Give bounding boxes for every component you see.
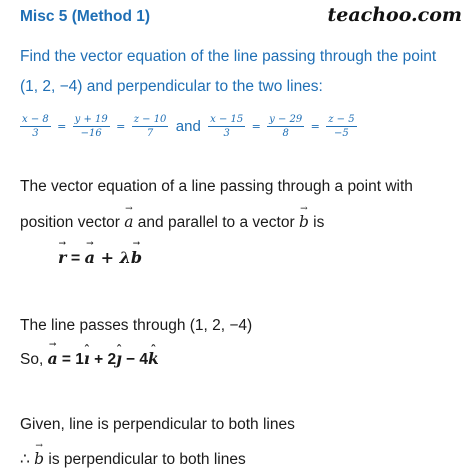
question-line-1: Find the vector equation of the line passing through the point bbox=[20, 48, 437, 65]
fraction: $\frac{x - 15}{3}$ bbox=[210, 114, 244, 139]
text-line: The vector equation of a line passing through a point with bbox=[20, 178, 413, 195]
fraction: $\frac{z - 10}{7}$ bbox=[133, 114, 167, 139]
fraction: $\frac{y + 19}{-16}$ bbox=[74, 114, 108, 139]
fraction: $\frac{y - 29}{8}$ bbox=[269, 114, 303, 139]
fraction: $\frac{x - 8}{3}$ bbox=[22, 114, 49, 139]
text-line: ∴ → b is perpendicular to both lines bbox=[20, 450, 246, 469]
vector-line-formula: → r = → a + λ→ b bbox=[58, 248, 142, 268]
question-line-2: (1, 2, −4) and perpendicular to the two lines: bbox=[20, 78, 323, 95]
line-equations: $\frac{x - 8}{3}$ = $\frac{y + 19}{-16}$ = $\frac{z - 10}{7}$ and $\frac{x - 15}{3}$ = $\frac{y - 29}{8}$ = $\frac{z - 5}{-5}$ bbox=[22, 114, 355, 139]
page-title: Misc 5 (Method 1) bbox=[20, 8, 151, 25]
text-line: Given, line is perpendicular to both lines bbox=[20, 416, 295, 433]
text-line: So, → a = 1ˆ ı + 2ˆ ȷ − 4ˆ k bbox=[20, 349, 159, 369]
fraction: $\frac{z - 5}{-5}$ bbox=[328, 114, 355, 139]
teachoo-logo: teachoo.com bbox=[327, 4, 462, 26]
text-line: The line passes through (1, 2, −4) bbox=[20, 317, 253, 334]
text-line: position vector → a and parallel to a vector → b is bbox=[20, 213, 324, 232]
